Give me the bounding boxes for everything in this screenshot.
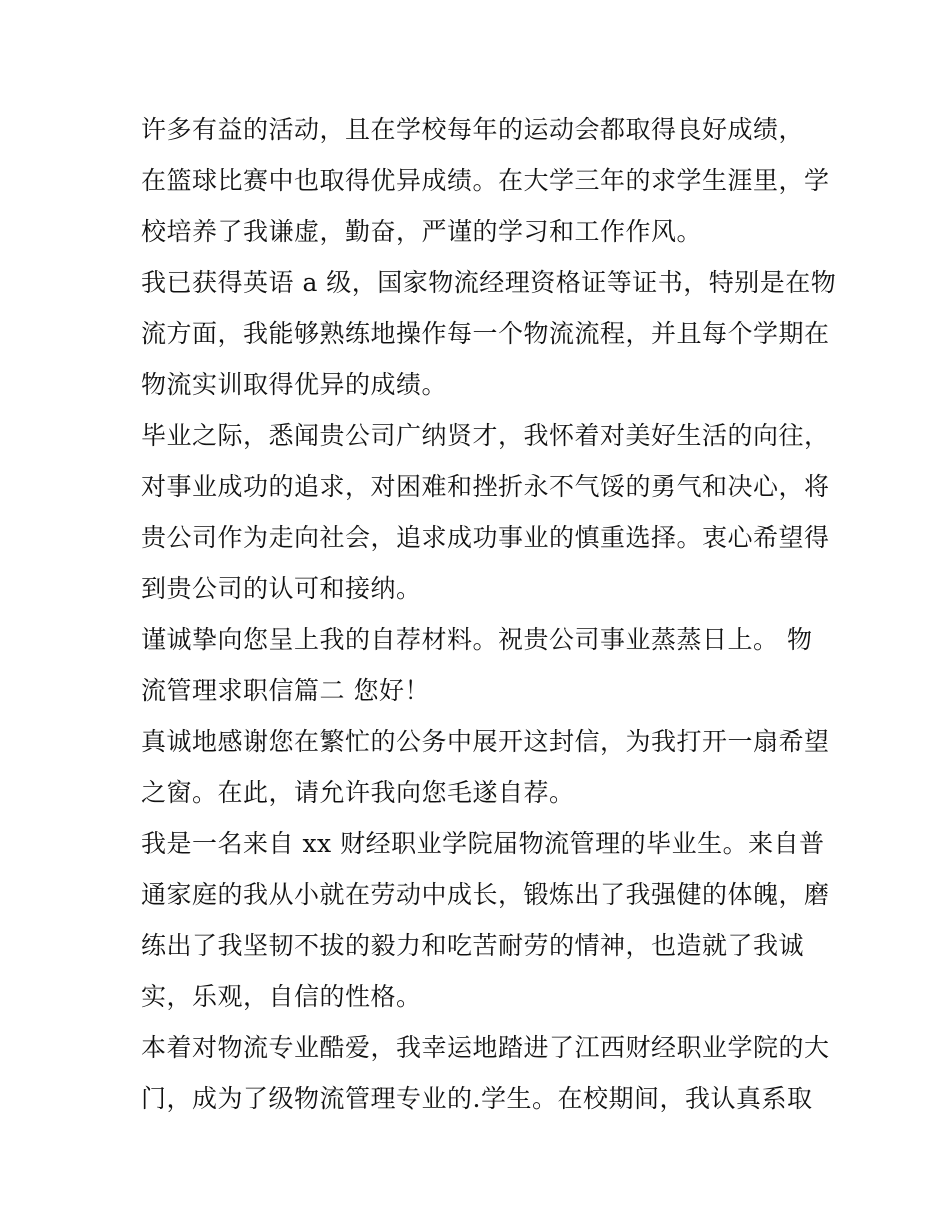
text-line: 门，成为了级物流管理专业的.学生。在校期间，我认真系取 bbox=[141, 1084, 813, 1113]
text-line: 我是一名来自 xx 财经职业学院届物流管理的毕业生。来自普 bbox=[141, 829, 825, 858]
text-line: 通家庭的我从小就在劳动中成长，锻炼出了我强健的体魄，磨 bbox=[141, 880, 830, 909]
text-line: 毕业之际，悉闻贵公司广纳贤才，我怀着对美好生活的向往， bbox=[141, 421, 830, 450]
text-line: 在篮球比赛中也取得优异成绩。在大学三年的求学生涯里，学 bbox=[141, 166, 830, 195]
text-line: 真诚地感谢您在繁忙的公务中展开这封信，为我打开一扇希望 bbox=[141, 727, 830, 756]
text-line: 物流实训取得优异的成绩。 bbox=[141, 370, 448, 399]
text-line: 谨诚挚向您呈上我的自荐材料。祝贵公司事业蒸蒸日上。 物 bbox=[141, 625, 813, 654]
text-line: 校培养了我谦虚，勤奋，严谨的学习和工作作风。 bbox=[141, 217, 703, 246]
text-line: 许多有益的活动，且在学校每年的运动会都取得良好成绩， bbox=[141, 115, 805, 144]
text-line: 流方面，我能够熟练地操作每一个物流流程，并且每个学期在 bbox=[141, 319, 830, 348]
text-line: 之窗。在此，请允许我向您毛遂自荐。 bbox=[141, 778, 575, 807]
text-line: 本着对物流专业酷爱，我幸运地踏进了江西财经职业学院的大 bbox=[141, 1033, 830, 1062]
text-line: 流管理求职信篇二 您好！ bbox=[141, 676, 430, 705]
text-line: 练出了我坚韧不拔的毅力和吃苦耐劳的情神，也造就了我诚 bbox=[141, 931, 805, 960]
text-line: 对事业成功的追求，对困难和挫折永不气馁的勇气和决心，将 bbox=[141, 472, 830, 501]
body-text bbox=[141, 104, 837, 1124]
text-line: 贵公司作为走向社会，追求成功事业的慎重选择。衷心希望得 bbox=[141, 523, 830, 552]
text-line: 实，乐观，自信的性格。 bbox=[141, 982, 422, 1011]
text-line: 我已获得英语 a 级，国家物流经理资格证等证书，特别是在物 bbox=[141, 268, 837, 297]
text-line: 到贵公司的认可和接纳。 bbox=[141, 574, 422, 603]
